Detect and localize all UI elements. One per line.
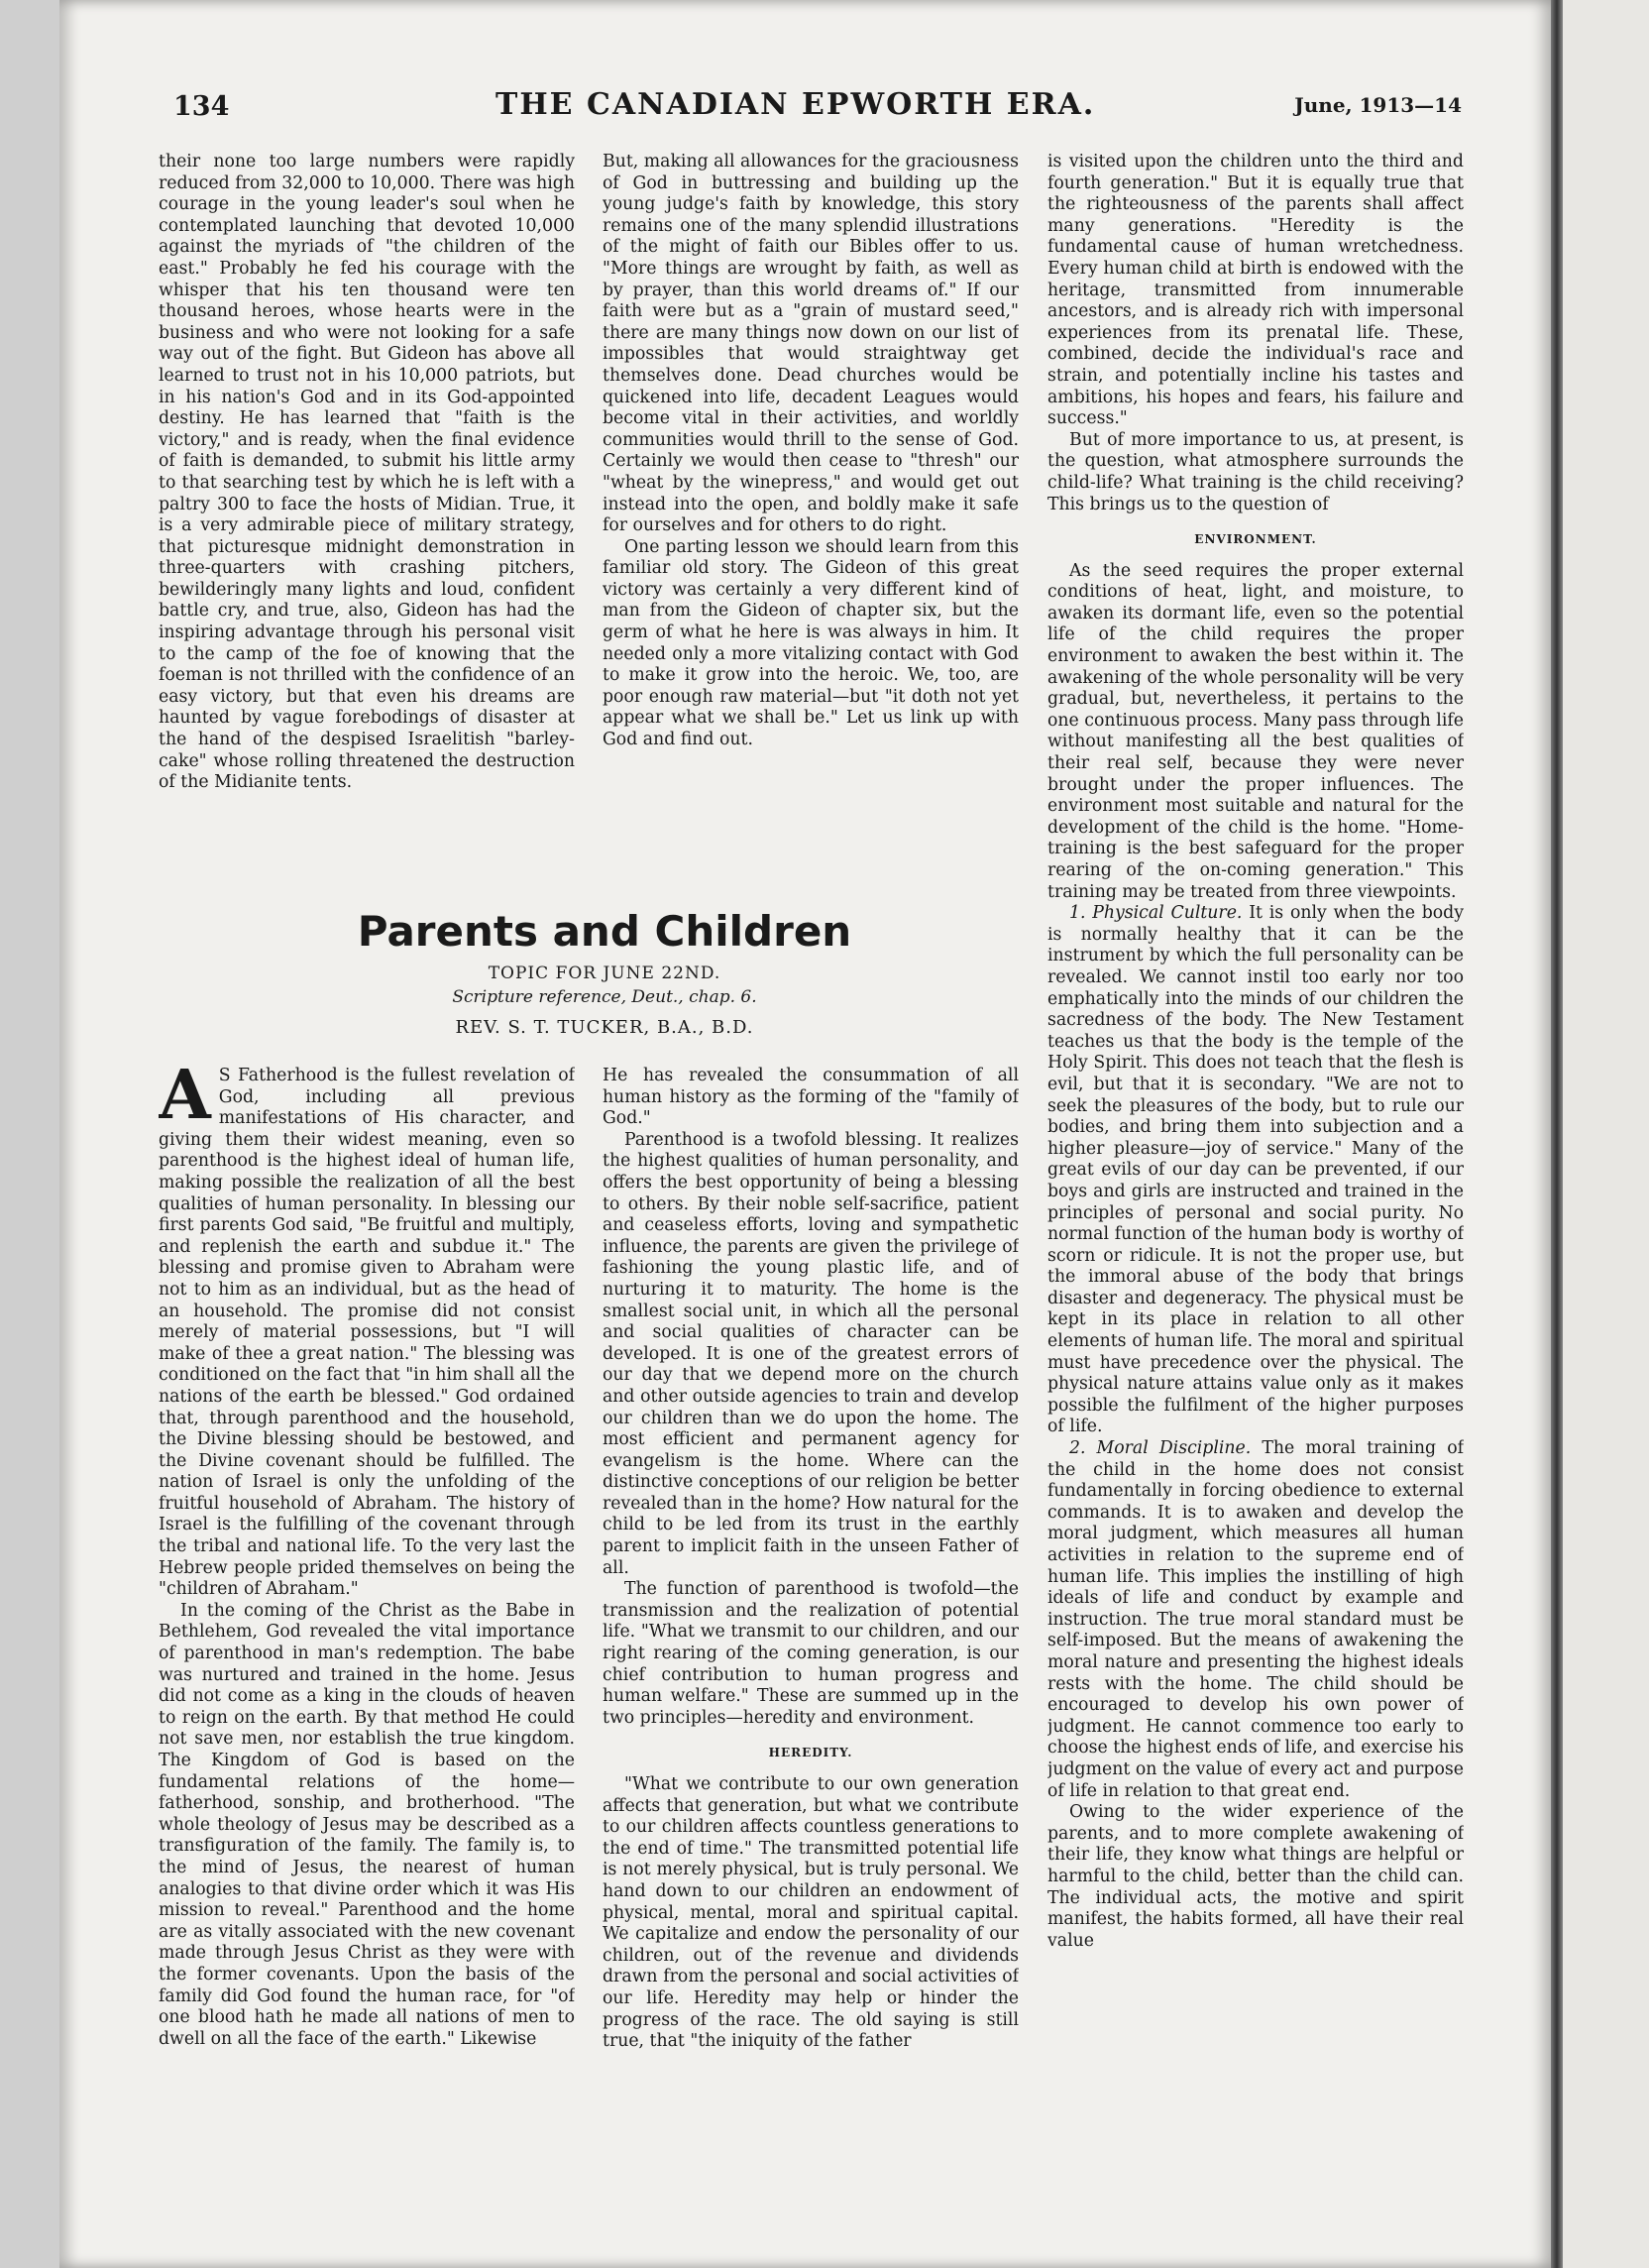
paragraph: But, making all allowances for the graciousness of God in buttressing and building up the young judge's faith by knowledge, this story remains one of the many splendid illustrations of the might of faith our Bibles offer to us. "More things are wrought by faith, as well as by prayer, than this world dreams of." If our faith were but as a "grain of mustard seed," there are many things now down on our list of impossibles that would straightway get themselves done. Dead churches would be quickened into life, decadent Leagues would become vital in their activities, and worldly communities would thrill to the sense of God. Certainly we would then cease to "thresh" our "wheat by the winepress," and would get out instead into the open, and boldly make it safe for ourselves and for others to do right. <box>603 152 1019 536</box>
paragraph: is visited upon the children unto the third and fourth generation." But it is equally true that the righteousness of the parents shall affect many generations. "Heredity is the fundamental cause of human wretchedness. Every human child at birth is endowed with the heritage, transmitted from innumerable ancestors, and is already rich with impersonal experiences from its prenatal life. These, combined, decide the individual's race and strain, and potentially incline his tastes and ambitions, his hopes and fears, his failure and success." <box>1047 152 1464 429</box>
paragraph <box>1047 903 1464 1438</box>
column-right <box>1047 152 1464 2179</box>
paragraph-text: S Fatherhood is the fullest revelation of God, including all previous manifestations of His character, and giving them their widest meaning, even so parenthood is the highest ideal of human life, making possible the realization of all the best qualities of human personality. In blessing our first parents God said, "Be fruitful and multiply, and replenish the earth and subdue it." The blessing and promise given to Abraham were not to him as an individual, but as the head of an household. The promise did not consist merely of material possessions, but "I will make of thee a great nation." The blessing was conditioned on the fact that "in him shall all the nations of the earth be blessed." God ordained that, through parenthood and the household, the Divine blessing should be bestowed, and the Divine covenant should be fulfilled. The nation of Israel is only the unfolding of the fruitful household of Abraham. The history of Israel is the fulfilling of the covenant through the tribal and national life. To the very last the Hebrew people prided themselves on being the "children of Abraham." <box>159 1066 575 1600</box>
article-title: Parents and Children <box>357 907 852 956</box>
paragraph: In the coming of the Christ as the Babe in Bethlehem, God revealed the vital importance of parenthood in man's redemption. The babe was nurtured and trained in the home. Jesus did not come as a king in the clouds of heaven to reign on the earth. By that method He could not save men, nor establish the true kingdom. The Kingdom of God is based on the fundamental relations of the home—fatherhood, sonship, and brotherhood. "The whole theology of Jesus may be described as a transfiguration of the family. The family is, to the mind of Jesus, the nearest of human analogies to that divine order which it was His mission to reveal." Parenthood and the home are as vitally associated with the new covenant made through Jesus Christ as they were with the former covenants. Upon the basis of the family did God found the human race, for "of one blood hath he made all nations of men to dwell on all the face of the earth." Likewise <box>159 1600 575 2049</box>
opening-paragraph <box>159 1066 575 1601</box>
issue-date: June, 1913—14 <box>1294 93 1462 117</box>
section-label: 2. Moral Discipline. <box>1069 1438 1252 1459</box>
paragraph: Owing to the wider experience of the parents, and to more complete awakening of their life, they know what things are helpful or harmful to the child, better than the child can. The individual acts, the motive and spirit manifest, the habits formed, all have their real value <box>1047 1802 1464 1951</box>
subhead-environment: ENVIRONMENT. <box>1194 532 1317 547</box>
book-spine <box>1551 0 1563 2268</box>
article-author: REV. S. T. TUCKER, B.A., B.D. <box>455 1017 754 1038</box>
column-top-middle <box>603 152 1019 885</box>
paragraph: As the seed requires the proper external conditions of heat, light, and moisture, to awaken its dormant life, even so the potential life of the child requires the proper environment to awaken the best within it. The awakening of the whole personality will be very gradual, but, nevertheless, it pertains to the one continuous process. Many pass through life without manifesting all the best qualities of their real self, because they were never brought under the proper influences. The environment most suitable and natural for the development of the child is the home. "Home-training is the best safeguard for the proper rearing of the on-coming generation." This training may be treated from three viewpoints. <box>1047 560 1464 902</box>
subhead-heredity: HEREDITY. <box>768 1746 853 1760</box>
column-top-left <box>159 152 575 885</box>
page-number: 134 <box>173 91 230 122</box>
paragraph-text: It is only when the body is normally healthy that it can be the instrument by which the full personality can be revealed. We cannot instil too early nor too emphatically into the minds of our children the sacredness of the body. The New Testament teaches us that the body is the temple of the Holy Spirit. This does not teach that the flesh is evil, but that it is secondary. "We are not to seek the pleasures of the body, but to rule our bodies, and bring them into subjection and a higher pleasure—joy of service." Many of the great evils of our day can be prevented, if our boys and girls are instructed and trained in the principles of personal and social purity. No normal function of the human body is worthy of scorn or ridicule. It is not the proper use, but the immoral abuse of the body that brings disaster and degeneracy. The physical must be kept in its place in relation to all other elements of human life. The moral and spiritual must have precedence over the physical. The physical nature attains value only as it makes possible the fulfilment of the higher purposes of life. <box>1047 903 1464 1437</box>
column-middle <box>603 1066 1019 2176</box>
paragraph-text: The moral training of the child in the home does not consist fundamentally in forcing obedience to external commands. It is to awaken and develop the moral judgment, which measures all human activities in relation to the supreme end of human life. This implies the instilling of high ideals of life and conduct by example and instruction. The true moral standard must be self-imposed. But the means of awakening the moral nature and presenting the highest ideals rests with the home. The child should be encouraged to develop his own power of judgment. He cannot commence too early to choose the highest ends of life, and exercise his judgment on the value of every act and purpose of life in relation to that great end. <box>1047 1438 1464 1801</box>
paragraph: their none too large numbers were rapidly reduced from 32,000 to 10,000. There was high courage in the young leader's soul when he contemplated launching that devoted 10,000 against the myriads of "the children of the east." Probably he fed his courage with the whisper that his ten thousand were ten thousand heroes, whose hearts were in the business and who were not looking for a safe way out of the fight. But Gideon has above all learned to trust not in his 10,000 patriots, but in his nation's God and in its God-appointed destiny. He has learned that "faith is the victory," and is ready, when the final evidence of faith is demanded, to submit his little army to that searching test by which he is left with a paltry 300 to face the hosts of Midian. True, it is a very admirable piece of military strategy, that picturesque midnight demonstration in three-quarters with crashing pitchers, bewilderingly many lights and loud, confident battle cry, and true, also, Gideon has had the inspiring advantage through his personal visit to the camp of the foe of knowing that the foeman is not thrilled with the confidence of an easy victory, but that even his dreams are haunted by vague forebodings of disaster at the hand of the despised Israelitish "barley-cake" whose rolling threatened the destruction of the Midianite tents. <box>159 152 575 793</box>
adjacent-page-edge <box>1563 0 1649 2268</box>
paragraph: He has revealed the consummation of all human history as the forming of the "family of God." <box>603 1066 1019 1129</box>
drop-cap: A <box>159 1066 211 1135</box>
paragraph: But of more importance to us, at present, is the question, what atmosphere surrounds the child-life? What training is the child receiving? This brings us to the question of <box>1047 429 1464 514</box>
article-heading <box>173 907 1036 1038</box>
scripture-reference: Scripture reference, Deut., chap. 6. <box>452 987 757 1007</box>
paragraph <box>1047 1438 1464 1802</box>
paragraph: Parenthood is a twofold blessing. It realizes the highest qualities of human personality, and offers the best opportunity of being a blessing to others. By their noble self-sacrifice, patient and ceaseless efforts, loving and sympathetic influence, the parents are given the privilege of fashioning the young plastic life, and of nurturing it to maturity. The home is the smallest social unit, in which all the personal and social qualities of character can be developed. It is one of the greatest errors of our day that we depend more on the church and other outside agencies to train and develop our children than we do upon the home. The most efficient and permanent agency for evangelism is the home. Where can the distinctive conceptions of our religion be better revealed than in the home? How natural for the child to be led from its trust in the earthly parent to implicit faith in the unseen Father of all. <box>603 1129 1019 1578</box>
page-header <box>173 87 1462 127</box>
journal-title: THE CANADIAN EPWORTH ERA. <box>495 87 1096 122</box>
section-label: 1. Physical Culture. <box>1069 903 1243 924</box>
article-topic: TOPIC FOR JUNE 22ND. <box>488 964 721 983</box>
paragraph: The function of parenthood is twofold—the transmission and the realization of potential life. "What we transmit to our children, and our right rearing of the coming generation, is our chief contribution to human progress and human welfare." These are summed up in the two principles—heredity and environment. <box>603 1579 1019 1728</box>
paragraph: One parting lesson we should learn from this familiar old story. The Gideon of this great victory was certainly a very different kind of man from the Gideon of chapter six, but the germ of what he here is was always in him. It needed only a more vitalizing contact with God to make it grow into the heroic. We, too, are poor enough raw material—but "it doth not yet appear what we shall be." Let us link up with God and find out. <box>603 536 1019 750</box>
column-left <box>159 1066 575 2176</box>
paragraph: "What we contribute to our own generation affects that generation, but what we contribute to our children affects countless generations to the end of time." The transmitted potential life is not merely physical, but is truly personal. We hand down to our children an endowment of physical, mental, moral and spiritual capital. We capitalize and endow the personality of our children, out of the revenue and dividends drawn from the personal and social activities of our life. Heredity may help or hinder the progress of the race. The old saying is still true, that "the iniquity of the father <box>603 1774 1019 2052</box>
